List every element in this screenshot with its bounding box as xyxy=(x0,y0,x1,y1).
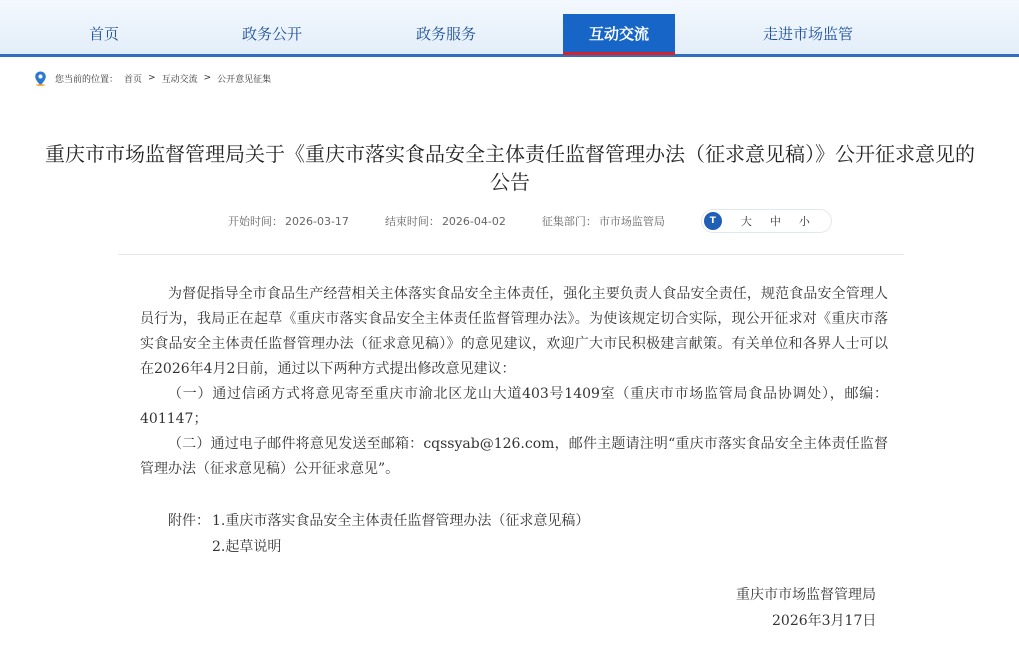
meta-start-value: 2026-03-17 xyxy=(285,215,349,228)
meta-dept-value: 市市场监管局 xyxy=(598,215,665,228)
body-paragraph: 为督促指导全市食品生产经营相关主体落实食品安全主体责任，强化主要负责人食品安全责任，规范食品安全管理人员行为，我局正在起草《重庆市落实食品安全主体责任监督管理办法》。为使该规定切合实际，现公开征求对《重庆市落实食品安全主体责任监督管理办法（征求意见稿）》的意见建议，欢迎广大市民积极建言献策。有关单位和各界人士可以在2026年4月2日前，通过以下两种方式提出修改意见建议： xyxy=(140,286,888,377)
breadcrumb xyxy=(34,70,277,86)
page-title: 重庆市市场监督管理局关于《重庆市落实食品安全主体责任监督管理办法（征求意见稿）》公开征求意见的公告 xyxy=(45,142,975,194)
nav-item-interaction[interactable]: 互动交流 xyxy=(563,14,675,55)
body-paragraph: （二）通过电子邮件将意见发送至邮箱：cqssyab@126.com，邮件主题请注明“重庆市落实食品安全主体责任监督管理办法（征求意见稿）公开征求意见”。 xyxy=(140,436,888,477)
meta-end-value: 2026-04-02 xyxy=(441,215,506,228)
body-paragraph: （一）通过信函方式将意见寄至重庆市渝北区龙山大道403号1409室（重庆市市场监管局食品协调处），邮编：401147； xyxy=(140,386,888,427)
breadcrumb-link-interaction[interactable]: 互动交流 xyxy=(161,74,198,85)
nav-item-home[interactable]: 首页 xyxy=(88,25,119,43)
location-pin-icon xyxy=(34,71,47,86)
meta-end xyxy=(385,213,506,229)
meta-dept xyxy=(542,213,665,229)
signature-org: 重庆市市场监督管理局 xyxy=(736,587,876,603)
attachment-link[interactable]: 1.重庆市落实食品安全主体责任监督管理办法（征求意见稿） xyxy=(212,513,590,529)
font-size-medium[interactable]: 中 xyxy=(769,215,781,228)
signature-date: 2026年3月17日 xyxy=(772,613,877,629)
article-body xyxy=(140,282,888,482)
breadcrumb-link-home[interactable]: 首页 xyxy=(124,74,143,85)
divider xyxy=(118,254,904,255)
nav-item-gov-service[interactable]: 政务服务 xyxy=(415,25,476,43)
breadcrumb-separator: > xyxy=(148,73,156,83)
font-size-large[interactable]: 大 xyxy=(740,215,752,228)
attachment-link[interactable]: 2.起草说明 xyxy=(212,539,282,555)
meta-end-label: 结束时间： xyxy=(384,215,440,228)
font-size-icon: T xyxy=(704,212,722,230)
attachments-label: 附件： xyxy=(168,513,210,529)
font-size-small[interactable]: 小 xyxy=(798,215,810,228)
breadcrumb-prefix: 您当前的位置： xyxy=(55,74,119,85)
attachments xyxy=(168,508,589,560)
meta-dept-label: 征集部门： xyxy=(541,215,597,228)
nav-item-gov-open[interactable]: 政务公开 xyxy=(241,25,302,43)
article-meta xyxy=(228,210,832,232)
breadcrumb-current[interactable]: 公开意见征集 xyxy=(217,74,272,85)
top-nav xyxy=(0,0,1019,57)
meta-start-label: 开始时间： xyxy=(228,215,283,228)
font-size-switcher xyxy=(701,209,832,233)
breadcrumb-separator: > xyxy=(203,73,212,83)
signature xyxy=(736,582,884,634)
meta-start xyxy=(228,213,349,229)
nav-item-about[interactable]: 走进市场监管 xyxy=(762,25,853,43)
